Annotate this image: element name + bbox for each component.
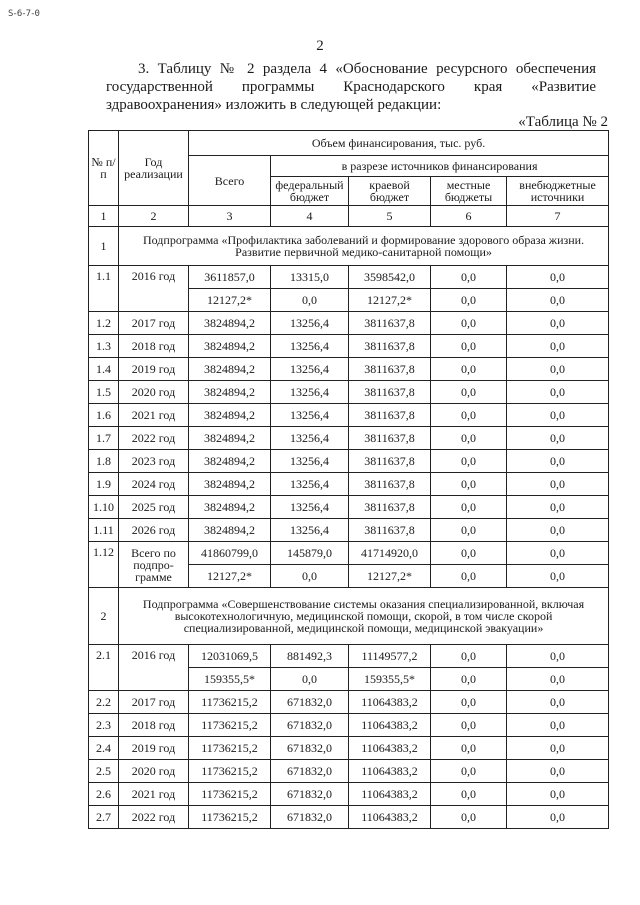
- cell-local: 0,0: [431, 519, 507, 542]
- column-number: 1: [89, 206, 119, 227]
- cell-federal: 13315,0: [271, 266, 349, 289]
- cell-federal: 671832,0: [271, 737, 349, 760]
- cell-local: 0,0: [431, 450, 507, 473]
- cell-total: 11736215,2: [189, 806, 271, 829]
- cell-federal: 13256,4: [271, 404, 349, 427]
- column-number: 5: [349, 206, 431, 227]
- header-total: Всего: [189, 156, 271, 206]
- cell-regional: 11064383,2: [349, 714, 431, 737]
- row-year: 2020 год: [119, 381, 189, 404]
- cell-extra: 0,0: [507, 783, 609, 806]
- cell-total: 3611857,0: [189, 266, 271, 289]
- intro-text: 3. Таблицу № 2 раздела 4 «Обоснование ресурсного обеспечения государственной программы Краснодарского края «Развитие здравоохранения» изложить в следующей редакции:: [106, 61, 596, 113]
- row-year: 2024 год: [119, 473, 189, 496]
- cell-federal: 671832,0: [271, 806, 349, 829]
- cell-local: 0,0: [431, 645, 507, 668]
- cell-extra: 0,0: [507, 404, 609, 427]
- row-num: 1.9: [89, 473, 119, 496]
- table-row: [89, 737, 609, 760]
- column-number-row: [89, 206, 609, 227]
- row-num: 2.4: [89, 737, 119, 760]
- table-row: [89, 450, 609, 473]
- cell-federal: 881492,3: [271, 645, 349, 668]
- header-row: [89, 131, 609, 156]
- row-year: 2022 год: [119, 427, 189, 450]
- cell-extra: 0,0: [507, 668, 609, 691]
- column-number: 7: [507, 206, 609, 227]
- cell-local: 0,0: [431, 760, 507, 783]
- cell-federal: 671832,0: [271, 783, 349, 806]
- cell-total: 3824894,2: [189, 427, 271, 450]
- cell-total: 11736215,2: [189, 714, 271, 737]
- cell-local: 0,0: [431, 668, 507, 691]
- financing-table: [88, 130, 609, 829]
- subprogram-num: 2: [89, 588, 119, 645]
- cell-local: 0,0: [431, 565, 507, 588]
- cell-regional: 159355,5*: [349, 668, 431, 691]
- subprogram-row: [89, 588, 609, 645]
- table-row: [89, 783, 609, 806]
- header-federal: федеральный бюджет: [271, 177, 349, 206]
- cell-extra: 0,0: [507, 737, 609, 760]
- row-year: 2016 год: [119, 266, 189, 312]
- row-num: 1.8: [89, 450, 119, 473]
- cell-regional: 12127,2*: [349, 289, 431, 312]
- table-row: [89, 806, 609, 829]
- cell-extra: 0,0: [507, 565, 609, 588]
- table-row: [89, 542, 609, 565]
- cell-extra: 0,0: [507, 714, 609, 737]
- cell-local: 0,0: [431, 783, 507, 806]
- subprogram-row: [89, 227, 609, 266]
- cell-total: 3824894,2: [189, 381, 271, 404]
- row-year: 2018 год: [119, 714, 189, 737]
- column-number: 3: [189, 206, 271, 227]
- cell-total: 3824894,2: [189, 335, 271, 358]
- cell-regional: 41714920,0: [349, 542, 431, 565]
- cell-federal: 13256,4: [271, 496, 349, 519]
- subprogram-num: 1: [89, 227, 119, 266]
- table-row: [89, 519, 609, 542]
- cell-regional: 11064383,2: [349, 737, 431, 760]
- cell-local: 0,0: [431, 312, 507, 335]
- cell-total: 3824894,2: [189, 312, 271, 335]
- cell-federal: 0,0: [271, 565, 349, 588]
- corner-mark: S-6-7-0: [8, 9, 39, 19]
- row-num: 2.5: [89, 760, 119, 783]
- row-year: 2026 год: [119, 519, 189, 542]
- cell-regional: 3811637,8: [349, 358, 431, 381]
- cell-total: 3824894,2: [189, 519, 271, 542]
- row-num: 2.3: [89, 714, 119, 737]
- cell-extra: 0,0: [507, 381, 609, 404]
- cell-federal: 671832,0: [271, 691, 349, 714]
- row-num: 2.1: [89, 645, 119, 691]
- cell-regional: 3811637,8: [349, 450, 431, 473]
- cell-total: 3824894,2: [189, 450, 271, 473]
- cell-regional: 12127,2*: [349, 565, 431, 588]
- cell-extra: 0,0: [507, 496, 609, 519]
- cell-regional: 3811637,8: [349, 496, 431, 519]
- table-row: [89, 404, 609, 427]
- cell-local: 0,0: [431, 496, 507, 519]
- cell-regional: 3811637,8: [349, 473, 431, 496]
- row-num: 2.7: [89, 806, 119, 829]
- row-num: 1.12: [89, 542, 119, 588]
- cell-federal: 13256,4: [271, 473, 349, 496]
- cell-extra: 0,0: [507, 312, 609, 335]
- cell-local: 0,0: [431, 289, 507, 312]
- cell-federal: 13256,4: [271, 519, 349, 542]
- column-number: 6: [431, 206, 507, 227]
- cell-federal: 0,0: [271, 668, 349, 691]
- table-row: [89, 691, 609, 714]
- header-year: Год реализации: [119, 131, 189, 206]
- cell-local: 0,0: [431, 266, 507, 289]
- cell-total: 11736215,2: [189, 737, 271, 760]
- cell-regional: 3811637,8: [349, 519, 431, 542]
- subprogram-title: Подпрограмма «Профилактика заболеваний и формирование здорового образа жизни. Развитие первичной медико-санитарной помощи»: [119, 227, 609, 266]
- table-row: [89, 645, 609, 668]
- cell-regional: 3811637,8: [349, 427, 431, 450]
- cell-regional: 11064383,2: [349, 783, 431, 806]
- row-num: 1.6: [89, 404, 119, 427]
- column-number: 4: [271, 206, 349, 227]
- row-num: 1.2: [89, 312, 119, 335]
- subprogram1-total: [89, 542, 609, 691]
- cell-federal: 13256,4: [271, 450, 349, 473]
- cell-total: 12127,2*: [189, 289, 271, 312]
- row-num: 1.7: [89, 427, 119, 450]
- cell-extra: 0,0: [507, 691, 609, 714]
- cell-total: 3824894,2: [189, 404, 271, 427]
- cell-regional: 3811637,8: [349, 381, 431, 404]
- table-row: [89, 266, 609, 289]
- cell-extra: 0,0: [507, 266, 609, 289]
- table-row: [89, 381, 609, 404]
- subprogram2-rows: [89, 691, 609, 829]
- row-year: 2016 год: [119, 645, 189, 691]
- cell-local: 0,0: [431, 737, 507, 760]
- row-year: 2023 год: [119, 450, 189, 473]
- cell-local: 0,0: [431, 806, 507, 829]
- row-year: 2025 год: [119, 496, 189, 519]
- cell-total: 41860799,0: [189, 542, 271, 565]
- cell-federal: 13256,4: [271, 358, 349, 381]
- cell-extra: 0,0: [507, 645, 609, 668]
- table-row: [89, 473, 609, 496]
- cell-extra: 0,0: [507, 519, 609, 542]
- cell-regional: 3598542,0: [349, 266, 431, 289]
- table-row: [89, 427, 609, 450]
- cell-extra: 0,0: [507, 542, 609, 565]
- cell-regional: 11149577,2: [349, 645, 431, 668]
- column-number: 2: [119, 206, 189, 227]
- cell-total: 3824894,2: [189, 496, 271, 519]
- cell-extra: 0,0: [507, 289, 609, 312]
- table-row: [89, 496, 609, 519]
- cell-local: 0,0: [431, 473, 507, 496]
- row-num: 1.10: [89, 496, 119, 519]
- cell-regional: 11064383,2: [349, 806, 431, 829]
- cell-regional: 3811637,8: [349, 335, 431, 358]
- cell-extra: 0,0: [507, 760, 609, 783]
- row-year: 2019 год: [119, 358, 189, 381]
- row-year: 2021 год: [119, 783, 189, 806]
- row-num: 2.2: [89, 691, 119, 714]
- row-year: 2017 год: [119, 691, 189, 714]
- cell-local: 0,0: [431, 714, 507, 737]
- table-caption: «Таблица № 2: [518, 114, 608, 130]
- cell-total: 3824894,2: [189, 473, 271, 496]
- cell-total: 11736215,2: [189, 691, 271, 714]
- cell-total: 11736215,2: [189, 783, 271, 806]
- header-volume: Объем финансирования, тыс. руб.: [189, 131, 609, 156]
- cell-federal: 13256,4: [271, 427, 349, 450]
- header-extra: внебюджетные источники: [507, 177, 609, 206]
- row-year: 2017 год: [119, 312, 189, 335]
- cell-local: 0,0: [431, 358, 507, 381]
- header-num: № п/п: [89, 131, 119, 206]
- cell-regional: 11064383,2: [349, 691, 431, 714]
- table-row: [89, 760, 609, 783]
- cell-total: 12127,2*: [189, 565, 271, 588]
- cell-extra: 0,0: [507, 427, 609, 450]
- row-num: 1.5: [89, 381, 119, 404]
- cell-local: 0,0: [431, 381, 507, 404]
- row-num: 1.1: [89, 266, 119, 312]
- cell-local: 0,0: [431, 542, 507, 565]
- cell-extra: 0,0: [507, 806, 609, 829]
- row-year: 2021 год: [119, 404, 189, 427]
- subprogram1-rows: [89, 312, 609, 542]
- cell-regional: 11064383,2: [349, 760, 431, 783]
- cell-extra: 0,0: [507, 335, 609, 358]
- cell-federal: 13256,4: [271, 381, 349, 404]
- row-year: 2022 год: [119, 806, 189, 829]
- table-row: [89, 312, 609, 335]
- page-number: 2: [316, 38, 324, 54]
- row-total-label: Всего по подпрограмме: [119, 542, 189, 588]
- cell-local: 0,0: [431, 404, 507, 427]
- cell-federal: 671832,0: [271, 714, 349, 737]
- cell-extra: 0,0: [507, 450, 609, 473]
- cell-total: 159355,5*: [189, 668, 271, 691]
- row-num: 1.4: [89, 358, 119, 381]
- intro-paragraph: [106, 60, 596, 114]
- cell-total: 11736215,2: [189, 760, 271, 783]
- subprogram-title: Подпрограмма «Совершенствование системы оказания специализированной, включая высокотехнологичную, медицинской помощи, скорой, в том числе скорой специализированной, медицинской помощи, медицинской эвакуации»: [119, 588, 609, 645]
- cell-federal: 0,0: [271, 289, 349, 312]
- cell-regional: 3811637,8: [349, 312, 431, 335]
- row-num: 1.11: [89, 519, 119, 542]
- cell-federal: 671832,0: [271, 760, 349, 783]
- cell-local: 0,0: [431, 335, 507, 358]
- cell-total: 3824894,2: [189, 358, 271, 381]
- cell-federal: 145879,0: [271, 542, 349, 565]
- cell-regional: 3811637,8: [349, 404, 431, 427]
- table-row: [89, 714, 609, 737]
- table-row: [89, 358, 609, 381]
- row-year: 2020 год: [119, 760, 189, 783]
- table-body: [89, 131, 609, 312]
- cell-extra: 0,0: [507, 358, 609, 381]
- cell-federal: 13256,4: [271, 335, 349, 358]
- header-regional: краевой бюджет: [349, 177, 431, 206]
- row-year: 2019 год: [119, 737, 189, 760]
- row-num: 1.3: [89, 335, 119, 358]
- cell-total: 12031069,5: [189, 645, 271, 668]
- header-local: местные бюджеты: [431, 177, 507, 206]
- table-row: [89, 335, 609, 358]
- row-year: 2018 год: [119, 335, 189, 358]
- cell-federal: 13256,4: [271, 312, 349, 335]
- row-num: 2.6: [89, 783, 119, 806]
- cell-local: 0,0: [431, 691, 507, 714]
- cell-local: 0,0: [431, 427, 507, 450]
- header-breakdown: в разрезе источников финансирования: [271, 156, 609, 177]
- cell-extra: 0,0: [507, 473, 609, 496]
